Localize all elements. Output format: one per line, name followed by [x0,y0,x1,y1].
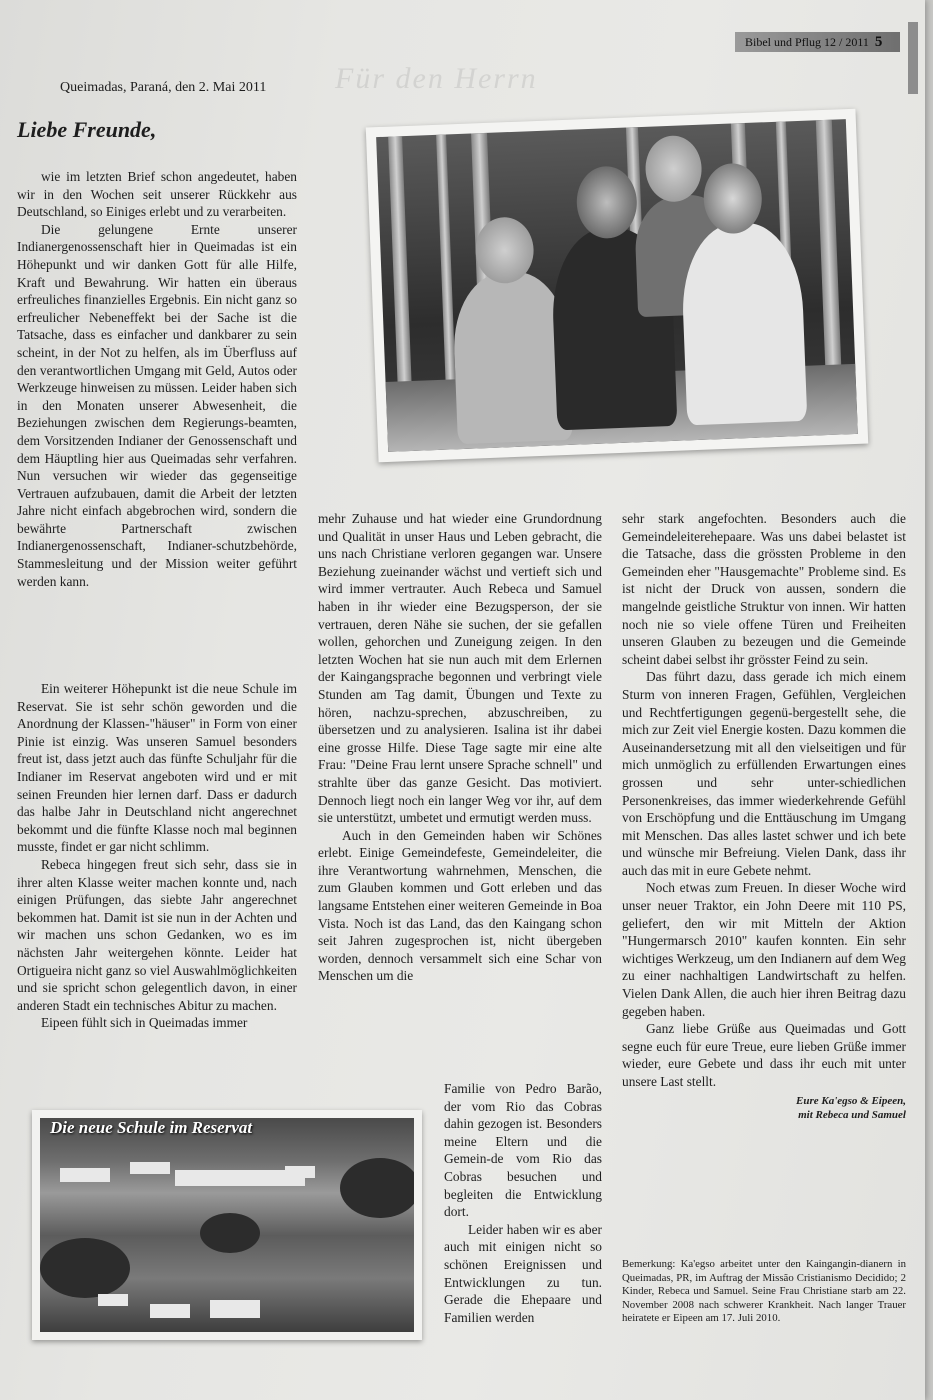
paragraph: Noch etwas zum Freuen. In dieser Woche wird unser neuer Traktor, ein John Deere mit 110 PS, geliefert, den wir mit Mitteln der Aktion "Hungermarsch 2010" kaufen konnten. Ein sehr wichtiges Werkzeug, um den Indianern auf dem Weg zu einer nachhaltigen Landwirtschaft zu helfen. Vielen Dank Allen, die auch hier ihren Beitrag dazu gegeben haben. [622,880,906,1019]
footnote: Bemerkung: Ka'egso arbeitet unter den Kaingangin-dianern in Queimadas, PR, im Auftrag der Missão Cristianismo Decidido; 2 Kinder, Rebeca und Samuel. Seine Frau Christiane starb am 22. November 2008 nach schwerer Krankheit. Nach langer Trauer heiratete er Eipeen am 17. Juli 2010. [622,1258,906,1325]
paragraph: Auch in den Gemeinden haben wir Schönes erlebt. Einige Gemeindefeste, Gemeindeleiter, die ihre Verantwortung wahrnehmen, Menschen, die zum Glauben kommen und Gott erleben und das langsame Entstehen einer weiteren Gemeinde in Boa Vista. Noch ist das Land, das den Kaingang schon seit Jahren zugesprochen ist, nicht übergeben worden, dennoch versammelt sich eine Schar von Menschen um die [318,827,602,984]
greeting: Liebe Freunde, [17,117,157,142]
paragraph: Eipeen fühlt sich in Queimadas immer [41,1015,248,1031]
page-edge-strip [908,22,918,94]
paragraph: Familie von Pedro Barão, der vom Rio das Cobras dahin gezogen ist. Besonders meine Eltern und die Gemein-de vom Rio das Cobras besuchen und begleiten die Entwicklung dort. [444,1081,602,1220]
column-2-top [318,510,602,985]
paragraph: Rebeca hingegen freut sich sehr, dass sie in ihrer alten Klasse weiter machen konnte und, nach einigen Prüfungen, das siebte Jahr angerechnet bekommen hat. Damit ist sie nun in der Achten und wir machen uns schon Gedanken, wo es im nächsten Jahr weitergehen könnte. Leider hat Ortigueira nicht ganz so viel Auswahlmöglichkeiten und sie spricht schon gelegentlich davon, in einer anderen Stadt ein technisches Abitur zu machen. [17,856,297,1013]
running-header [745,34,882,51]
paragraph: Ganz liebe Grüße aus Queimadas und Gott segne euch für eure Treue, eure lieben Grüße immer wieder, eure Gebete und dass ihr euch mit unter unsere Last stellt. [622,1021,906,1089]
family-photo [366,109,868,463]
school-photo-image [40,1118,414,1332]
paragraph: sehr stark angefochten. Besonders auch die Gemeindeleiterehepaare. Was uns dabei belastet ist die Tatsache, dass die grössten Probleme in den Gemeinden eher "Hausgemachte" Probleme sind. Es ist nicht der Druck von aussen, sondern die mangelnde geistliche Struktur von innen. Wir hatten noch nie so viele offene Türen und Freiheiten unseren Glauben zu bezeugen und die Gemeinde scheint dabei selbst ihr grösster Feind zu sein. [622,511,906,667]
paragraph: Das führt dazu, dass gerade ich mich einem Sturm von inneren Fragen, Gefühlen, Vergleichen und Rechtfertigungen gegenü-bergestellt sehe, die mich zur Zeit viel Energie kosten. Dazu kommen die Auseinandersetzung mit all den vielseitigen und für mich unmöglich zu erfüllenden Erwartungen eines grossen und sehr unter-schiedlichen Personenkreises, das immer wiederkehrende Gefühl von Erschöpfung und die Enttäuschung im Umgang mit Menschen. Das alles lastet schwer und ich bete und wünsche mir Befreiung. Vielen Dank, dass ihr auch das mit in eure Gebete nehmt. [622,669,906,878]
paragraph: Die gelungene Ernte unserer Indianergenossenschaft hier in Queimadas ist ein Höhepunkt und wir danken Gott für alle Hilfe, Kraft und Bewahrung. Wir hatten ein überaus erfreuliches finanzielles Ergebnis. Ein nicht ganz so erfreulicher Nebeneffekt bei der Sache ist die Tatsache, dass es einfacher und dankbarer zu sein scheint, in der Not zu helfen, als im Überfluss auf den verantwortlichen Umgang mit Geld, Autos oder Werkzeuge hinweisen zu müssen. Leider haben sich in den Monaten unserer Abwesenheit, die Beziehungen zwischen dem Regierungs-beamten, dem Vorsitzenden Indianer der Genossenschaft und dem Häuptling hier aus Queimadas sehr verfahren. Nun versuchen wir wieder das gegenseitige Vertrauen aufzubauen, damit die Arbeit der letzten Jahre nicht einfach abgebrochen wird, sondern die bewährte Partnerschaft zwischen Indianergenossenschaft, Indianer-schutzbehörde, Stammesleitung und der Mission weiter geführt werden kann. [17,221,297,589]
column-1-top [17,168,297,590]
header-title: Bibel und Pflug 12 / 2011 [745,35,869,49]
paragraph: wie im letzten Brief schon angedeutet, haben wir in den Wochen seit unserer Rückkehr aus Deutschland, so Einiges erlebt und zu verarbeiten. [17,169,297,220]
column-1-bottom [17,680,297,1032]
paragraph: Ein weiterer Höhepunkt ist die neue Schule im Reservat. Sie ist sehr schön geworden und die Anordnung der Klassen-"häuser" in Form von einer Pinie ist einzig. Was unseren Samuel besonders freut ist, dass jetzt auch das fünfte Schuljahr für die Indianer im Reservat angeboten wird und er mit seinen Freunden hier lernen darf. Dass er dadurch das halbe Jahr in Deutschland nicht angerechnet bekommt und die fünfte Klasse noch mal beginnen musste, findet er gar nicht schlimm. [17,681,297,855]
school-photo-caption: Die neue Schule im Reservat [50,1118,253,1137]
page-number: 5 [874,34,883,50]
school-photo [32,1110,422,1340]
show-through-title: Für den Herrn [335,62,538,95]
column-3 [622,510,906,1122]
paragraph: mehr Zuhause und hat wieder eine Grundordnung und Qualität in unser Haus und Leben gebracht, die uns nach Christiane verloren gegangen war. Unsere Beziehung zueinander wächst und vertieft sich und wird immer vertrauter. Auch Rebeca und Samuel haben in ihr wieder eine Bezugsperson, der sie vertrauen, deren Nähe sie suchen, der sie gefallen wollen, gehorchen und Zuneigung zeigen. In den letzten Wochen hat sie nun auch mit dem Erlernen der Kaingangsprache begonnen und verbringt viele Stunden am Tag damit, Übungen und Texte zu hören, nachzu-sprechen, abzuschreiben, zu übersetzen und zu analysieren. Isalina ist ihr dabei eine grosse Hilfe. Diese Tage sagte mir eine alte Frau: "Deine Frau lernt unsere Sprache schnell" und strahlte über das ganze Gesicht. Das motiviert. Dennoch liegt noch ein langer Weg vor ihr, auf dem sie unterstützt, umbetet und ermutigt werden muss. [318,511,602,826]
family-photo-image [376,119,858,452]
dateline: Queimadas, Paraná, den 2. Mai 2011 [60,80,267,95]
signature [622,1094,906,1122]
signature-line-2: mit Rebeca und Samuel [798,1108,906,1121]
column-2-bottom [444,1080,602,1326]
paragraph: Leider haben wir es aber auch mit einigen nicht so schönen Ereignissen und Entwicklungen zu tun. Gerade die Ehepaare und Familien werden [444,1221,602,1325]
signature-line-1: Eure Ka'egso & Eipeen, [795,1094,906,1107]
